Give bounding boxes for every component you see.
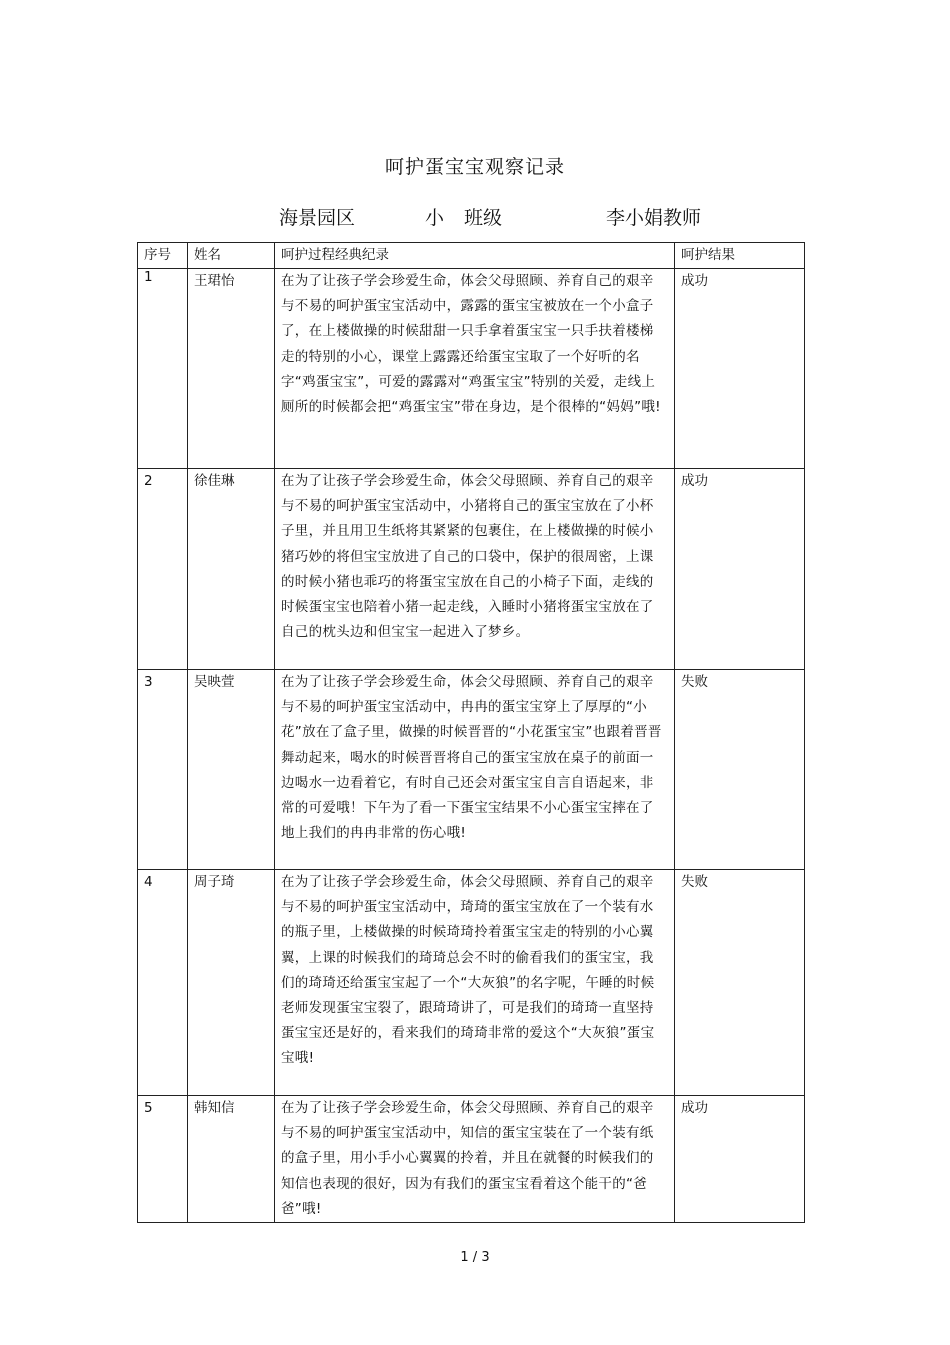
table-header-row <box>138 243 805 269</box>
row-index: 4 <box>138 870 188 1096</box>
record-text: 在为了让孩子学会珍爱生命，体会父母照顾、养育自己的艰辛与不易的呵护蛋宝宝活动中，琦琦的蛋宝宝放在了一个装有水的瓶子里，上楼做操的时候琦琦拎着蛋宝宝走的特别的小心翼翼，上课的时候我们的琦琦总会不时的偷看我们的蛋宝宝，我们的琦琦还给蛋宝宝起了一个“大灰狼”的名字呢，午睡的时候老师发现蛋宝宝裂了，跟琦琦讲了，可是我们的琦琦一直坚持蛋宝宝还是好的，看来我们的琦琦非常的爱这个“大灰狼”蛋宝宝哦! <box>281 874 655 1067</box>
header-index: 序号 <box>138 243 188 269</box>
campus-label: 海景园区 <box>279 207 356 229</box>
row-record <box>275 269 675 469</box>
row-record <box>275 469 675 670</box>
row-name: 韩知信 <box>188 1096 275 1223</box>
row-index: 5 <box>138 1096 188 1223</box>
row-record <box>275 870 675 1096</box>
table-row <box>138 269 805 469</box>
row-result: 成功 <box>675 1096 805 1223</box>
teacher-label: 李小娟教师 <box>606 207 702 229</box>
header-result: 呵护结果 <box>675 243 805 269</box>
row-name: 吴映萱 <box>188 670 275 870</box>
row-result: 失败 <box>675 870 805 1096</box>
header-name: 姓名 <box>188 243 275 269</box>
header-record: 呵护过程经典纪录 <box>275 243 675 269</box>
row-record <box>275 1096 675 1223</box>
row-result: 失败 <box>675 670 805 870</box>
row-index: 2 <box>138 469 188 670</box>
observation-table <box>137 242 805 1223</box>
row-record <box>275 670 675 870</box>
row-name: 周子琦 <box>188 870 275 1096</box>
table-row <box>138 1096 805 1223</box>
row-index: 3 <box>138 670 188 870</box>
record-text: 在为了让孩子学会珍爱生命，体会父母照顾、养育自己的艰辛与不易的呵护蛋宝宝活动中，冉冉的蛋宝宝穿上了厚厚的“小花”放在了盒子里，做操的时候晋晋的“小花蛋宝宝”也跟着晋晋舞动起来，喝水的时候晋晋将自己的蛋宝宝放在桌子的前面一边喝水一边看着它，有时自己还会对蛋宝宝自言自语起来，非常的可爱哦！下午为了看一下蛋宝宝结果不小心蛋宝宝摔在了地上我们的冉冉非常的伤心哦! <box>281 674 662 842</box>
table-row <box>138 469 805 670</box>
row-result: 成功 <box>675 469 805 670</box>
class-label-part-2: 班级 <box>464 207 503 229</box>
row-index: 1 <box>138 269 188 469</box>
document-title: 呵护蛋宝宝观察记录 <box>384 156 565 178</box>
page-number: 1 / 3 <box>460 1250 490 1265</box>
record-text: 在为了让孩子学会珍爱生命，体会父母照顾、养育自己的艰辛与不易的呵护蛋宝宝活动中，露露的蛋宝宝被放在一个小盒子了，在上楼做操的时候甜甜一只手拿着蛋宝宝一只手扶着楼梯走的特别的小心，课堂上露露还给蛋宝宝取了一个好听的名字“鸡蛋宝宝”，可爱的露露对“鸡蛋宝宝”特别的关爱，走线上厕所的时候都会把“鸡蛋宝宝”带在身边，是个很棒的“妈妈”哦! <box>281 273 661 416</box>
row-name: 徐佳琳 <box>188 469 275 670</box>
class-label-part-1: 小 <box>425 207 445 229</box>
record-text: 在为了让孩子学会珍爱生命，体会父母照顾、养育自己的艰辛与不易的呵护蛋宝宝活动中，小猪将自己的蛋宝宝放在了小杯子里，并且用卫生纸将其紧紧的包裹住，在上楼做操的时候小猪巧妙的将但宝宝放进了自己的口袋中，保护的很周密，上课的时候小猪也乖巧的将蛋宝宝放在自己的小椅子下面，走线的时候蛋宝宝也陪着小猪一起走线，入睡时小猪将蛋宝宝放在了自己的枕头边和但宝宝一起进入了梦乡。 <box>281 473 654 641</box>
row-name: 王珺怡 <box>188 269 275 469</box>
table-row <box>138 670 805 870</box>
table-row <box>138 870 805 1096</box>
class-label <box>425 203 502 230</box>
record-text: 在为了让孩子学会珍爱生命，体会父母照顾、养育自己的艰辛与不易的呵护蛋宝宝活动中，知信的蛋宝宝装在了一个装有纸的盒子里，用小手小心翼翼的拎着，并且在就餐的时候我们的知信也表现的很好，因为有我们的蛋宝宝看着这个能干的“爸爸”哦! <box>281 1100 654 1217</box>
row-result: 成功 <box>675 269 805 469</box>
